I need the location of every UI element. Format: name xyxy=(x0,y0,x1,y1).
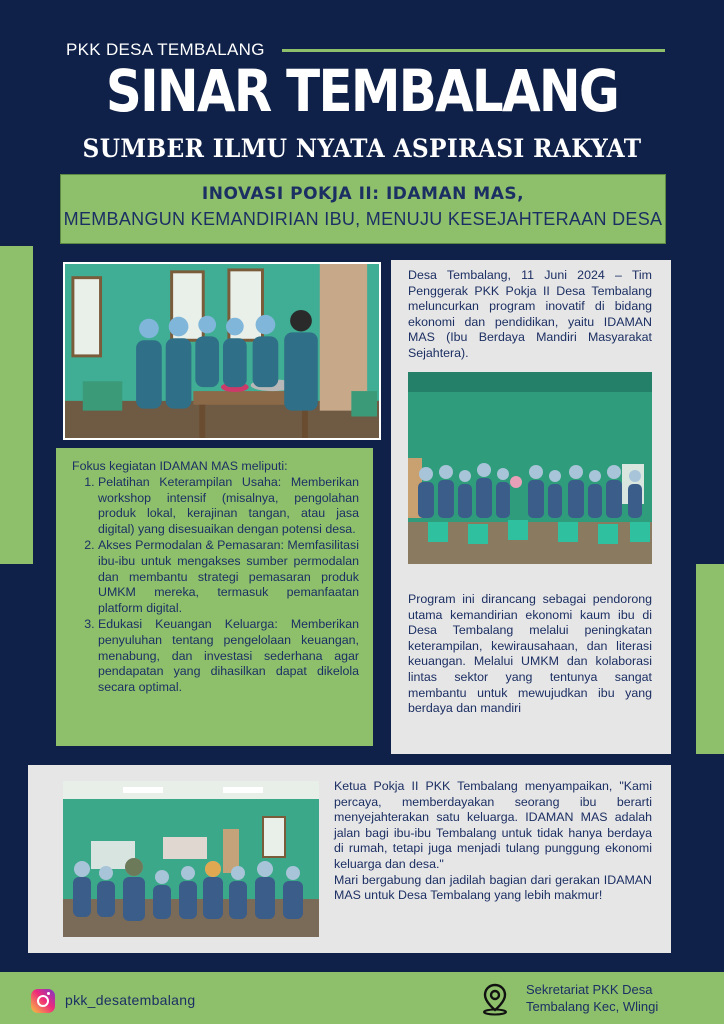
headline-line-2: MEMBANGUN KEMANDIRIAN IBU, MENUJU KESEJAHTERAAN DESA xyxy=(63,209,663,229)
address-line-2: Tembalang Kec, Wlingi xyxy=(526,999,659,1014)
gathering-hall-photo xyxy=(408,372,652,564)
instagram-handle[interactable]: pkk_desatembalang xyxy=(65,992,196,1008)
footer-bar xyxy=(0,972,724,1024)
headline-banner xyxy=(60,174,666,244)
instagram-icon[interactable] xyxy=(31,989,55,1013)
org-divider xyxy=(282,49,665,52)
list-item: 1. Pelatihan Keterampilan Usaha: Memberikan workshop intensif (misalnya, pengolahan produk lokal, kerajinan tangan, atau jasa digital) yang disesuaikan dengan potensi desa. xyxy=(98,475,359,538)
cooking-workshop-photo xyxy=(63,262,381,440)
audience-hall-photo xyxy=(63,781,319,937)
left-accent-bar xyxy=(0,246,33,564)
focus-intro: Fokus kegiatan IDAMAN MAS meliputi: xyxy=(72,459,288,473)
newsletter-title: SINAR TEMBALANG xyxy=(105,57,619,125)
focus-list xyxy=(84,475,359,696)
quote-text: Ketua Pokja II PKK Tembalang menyampaikan, "Kami percaya, memberdayakan seorang ibu berarti menyejahterakan satu keluarga. IDAMAN MAS adalah jalan bagi ibu-ibu Tembalang untuk tidak hanya berdaya di rumah, tetapi juga menjadi tulang punggung ekonomi keluarga dan desa." xyxy=(334,779,652,871)
article-program: Program ini dirancang sebagai pendorong utama kemandirian ekonomi kaum ibu di Desa Tembalang melalui peningkatan keterampilan, kewirausahaan, dan literasi keuangan. Melalui UMKM dan kolaborasi lintas sektor yang tentunya sangat membantu untuk mewujudkan ibu yang berdaya dan mandiri xyxy=(408,592,652,716)
location-pin-icon xyxy=(478,982,512,1016)
newsletter-tagline: SUMBER ILMU NYATA ASPIRASI RAKYAT xyxy=(82,134,642,163)
org-name: PKK DESA TEMBALANG xyxy=(66,40,265,59)
article-intro: Desa Tembalang, 11 Juni 2024 – Tim Penggerak PKK Pokja II Desa Tembalang meluncurkan program inovatif di bidang ekonomi dan pendidikan, yaitu IDAMAN MAS (Ibu Berdaya Mandiri Masyarakat Sejahtera). xyxy=(408,268,652,360)
headline-line-1: INOVASI POKJA II: IDAMAN MAS, xyxy=(201,184,525,204)
list-item: 2. Akses Permodalan & Pemasaran: Memfasilitasi ibu-ibu untuk mengakses sumber permodalan dan membantu strategi pemasaran produk UMKM mereka, termasuk pemanfaatan platform digital. xyxy=(98,538,359,617)
footer-address xyxy=(526,981,658,1015)
right-accent-bar xyxy=(696,564,724,754)
list-item: 3. Edukasi Keuangan Keluarga: Memberikan penyuluhan tentang pengelolaan keuangan, menabung, dan investasi sederhana agar pendapatan yang dihasilkan dapat dikelola secara optimal. xyxy=(98,617,359,696)
closing-text: Mari bergabung dan jadilah bagian dari gerakan IDAMAN MAS untuk Desa Tembalang yang lebih makmur! xyxy=(334,872,652,903)
address-line-1: Sekretariat PKK Desa xyxy=(526,982,653,997)
focus-panel xyxy=(56,448,373,746)
